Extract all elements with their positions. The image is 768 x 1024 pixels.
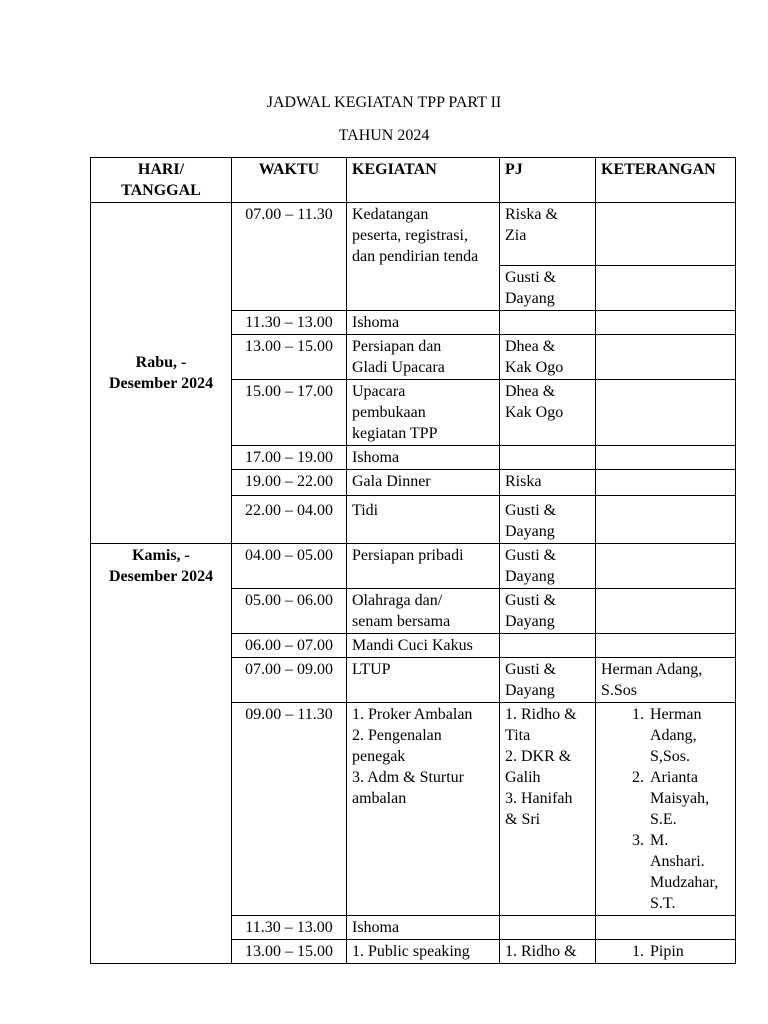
kegiatan-cell: Upacara pembukaan kegiatan TPP	[347, 380, 500, 446]
keterangan-cell	[596, 470, 736, 496]
pj-cell: Gusti & Dayang	[500, 658, 596, 703]
pj-cell: Dhea & Kak Ogo	[500, 335, 596, 380]
waktu-cell: 09.00 – 11.30	[232, 703, 347, 916]
keterangan-cell: Herman Adang, S.Sos	[596, 658, 736, 703]
list-item: 3. M. Anshari. Mudzahar, S.T.	[648, 830, 730, 914]
header-waktu: WAKTU	[232, 158, 347, 203]
kegiatan-cell: Ishoma	[347, 916, 500, 940]
keterangan-cell	[596, 311, 736, 335]
day-cell-rabu: Rabu, - Desember 2024	[91, 203, 232, 544]
keterangan-cell	[596, 446, 736, 470]
keterangan-list	[601, 941, 730, 962]
waktu-cell: 17.00 – 19.00	[232, 446, 347, 470]
waktu-cell: 13.00 – 15.00	[232, 940, 347, 964]
waktu-cell: 04.00 – 05.00	[232, 544, 347, 589]
keterangan-cell	[596, 496, 736, 544]
waktu-cell: 07.00 – 09.00	[232, 658, 347, 703]
list-item: 2. Arianta Maisyah, S.E.	[648, 767, 730, 830]
kegiatan-cell: 1. Proker Ambalan 2. Pengenalan penegak 3. Adm & Sturtur ambalan	[347, 703, 500, 916]
kegiatan-cell: Gala Dinner	[347, 470, 500, 496]
keterangan-cell	[596, 940, 736, 964]
pj-cell	[500, 634, 596, 658]
waktu-cell: 19.00 – 22.00	[232, 470, 347, 496]
pj-cell: Gusti & Dayang	[500, 544, 596, 589]
list-item: 1. Pipin	[648, 941, 730, 962]
keterangan-cell	[596, 703, 736, 916]
kegiatan-cell: Tidi	[347, 496, 500, 544]
list-item: 1. Herman Adang, S,Sos.	[648, 704, 730, 767]
waktu-cell: 15.00 – 17.00	[232, 380, 347, 446]
header-hari-tanggal: HARI/ TANGGAL	[91, 158, 232, 203]
keterangan-cell	[596, 589, 736, 634]
waktu-cell: 13.00 – 15.00	[232, 335, 347, 380]
header-keterangan: KETERANGAN	[596, 158, 736, 203]
pj-cell: Riska & Zia	[500, 203, 596, 266]
pj-cell	[500, 916, 596, 940]
kegiatan-cell: Persiapan pribadi	[347, 544, 500, 589]
kegiatan-cell: Olahraga dan/ senam bersama	[347, 589, 500, 634]
keterangan-cell	[596, 203, 736, 266]
kegiatan-cell: Ishoma	[347, 446, 500, 470]
table-header-row	[91, 158, 736, 203]
waktu-cell: 22.00 – 04.00	[232, 496, 347, 544]
document-title: JADWAL KEGIATAN TPP PART II	[266, 94, 502, 111]
pj-cell: Gusti & Dayang	[500, 496, 596, 544]
waktu-cell: 05.00 – 06.00	[232, 589, 347, 634]
header-kegiatan: KEGIATAN	[347, 158, 500, 203]
kegiatan-cell: 1. Public speaking	[347, 940, 500, 964]
day-cell-kamis: Kamis, - Desember 2024	[91, 544, 232, 964]
keterangan-list	[601, 704, 730, 914]
pj-cell: Dhea & Kak Ogo	[500, 380, 596, 446]
pj-cell: 1. Ridho &	[500, 940, 596, 964]
header-pj: PJ	[500, 158, 596, 203]
pj-cell: Riska	[500, 470, 596, 496]
keterangan-cell	[596, 916, 736, 940]
kegiatan-cell: Mandi Cuci Kakus	[347, 634, 500, 658]
pj-cell: 1. Ridho & Tita 2. DKR & Galih 3. Hanifah & Sri	[500, 703, 596, 916]
pj-cell: Gusti & Dayang	[500, 266, 596, 311]
waktu-cell: 11.30 – 13.00	[232, 916, 347, 940]
keterangan-cell	[596, 634, 736, 658]
document-subtitle: TAHUN 2024	[338, 127, 430, 144]
kegiatan-cell: Kedatangan peserta, registrasi, dan pendirian tenda	[347, 203, 500, 311]
keterangan-cell	[596, 335, 736, 380]
keterangan-cell	[596, 544, 736, 589]
table-row	[91, 544, 736, 589]
pj-cell: Gusti & Dayang	[500, 589, 596, 634]
kegiatan-cell: LTUP	[347, 658, 500, 703]
schedule-table	[90, 157, 736, 964]
kegiatan-cell: Ishoma	[347, 311, 500, 335]
waktu-cell: 06.00 – 07.00	[232, 634, 347, 658]
table-row	[91, 203, 736, 266]
waktu-cell: 11.30 – 13.00	[232, 311, 347, 335]
keterangan-cell	[596, 266, 736, 311]
pj-cell	[500, 446, 596, 470]
waktu-cell: 07.00 – 11.30	[232, 203, 347, 311]
pj-cell	[500, 311, 596, 335]
kegiatan-cell: Persiapan dan Gladi Upacara	[347, 335, 500, 380]
keterangan-cell	[596, 380, 736, 446]
